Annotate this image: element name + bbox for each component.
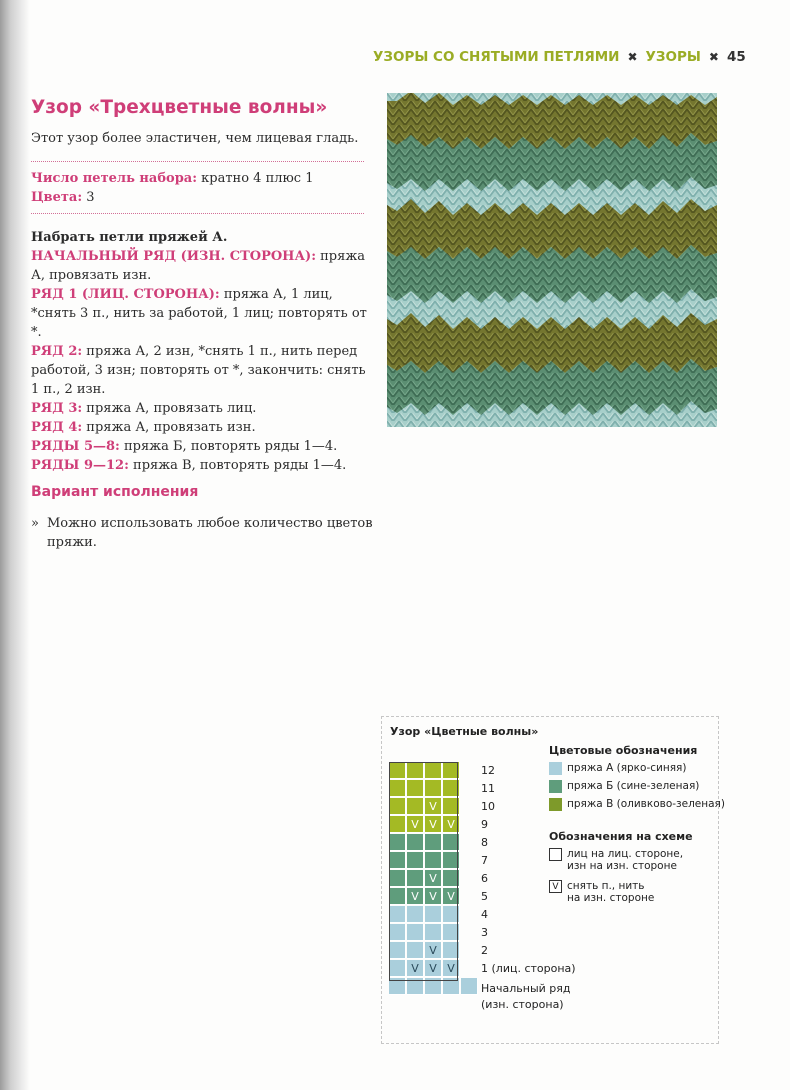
symbol-description: лиц на лиц. стороне, изн на изн. стороне bbox=[567, 848, 684, 872]
slip-stitch-icon: V bbox=[429, 799, 437, 813]
variant-bullet-item bbox=[31, 514, 376, 552]
chart-cell bbox=[425, 870, 442, 887]
chart-cell bbox=[425, 834, 442, 851]
chart-cell bbox=[389, 816, 406, 833]
row-text: пряжа Б, повторять ряды 1—4. bbox=[119, 439, 338, 454]
chart-legend-box bbox=[381, 716, 725, 1044]
chart-cell bbox=[389, 798, 406, 815]
chart-title: Узор «Цветные волны» bbox=[390, 725, 539, 738]
color-swatch bbox=[549, 762, 562, 775]
slip-stitch-icon: V bbox=[447, 889, 455, 903]
chart-cell bbox=[425, 906, 442, 923]
row-number: 1 (лиц. сторона) bbox=[481, 962, 576, 975]
chart-cell bbox=[443, 888, 460, 905]
header-section: УЗОРЫ СО СНЯТЫМИ ПЕТЛЯМИ bbox=[373, 49, 620, 65]
slip-stitch-icon: V bbox=[447, 961, 455, 975]
chart-cell bbox=[443, 960, 460, 977]
row-label: РЯД 1 (ЛИЦ. СТОРОНА): bbox=[31, 287, 220, 302]
cast-on: Набрать петли пряжей А. bbox=[31, 230, 228, 245]
color-legend-item bbox=[549, 762, 686, 775]
colors-label: Цвета: bbox=[31, 190, 83, 205]
row-instruction bbox=[31, 285, 371, 342]
pattern-title: Узор «Трехцветные волны» bbox=[31, 97, 328, 118]
chart-cell bbox=[443, 816, 460, 833]
chart-cell bbox=[389, 924, 406, 941]
row-number: 10 bbox=[481, 800, 495, 813]
slip-stitch-icon: V bbox=[429, 871, 437, 885]
chart-cell bbox=[407, 834, 424, 851]
row-label: РЯД 3: bbox=[31, 401, 83, 416]
chart-cell bbox=[443, 870, 460, 887]
row-number: 6 bbox=[481, 872, 488, 885]
row-number: 8 bbox=[481, 836, 488, 849]
chart-cell bbox=[425, 852, 442, 869]
row-number: 5 bbox=[481, 890, 488, 903]
stitches-label: Число петель набора: bbox=[31, 171, 198, 186]
slip-stitch-icon: V bbox=[411, 889, 419, 903]
slip-stitch-icon: V bbox=[429, 943, 437, 957]
chart-cell bbox=[389, 780, 406, 797]
chart-cell bbox=[407, 816, 424, 833]
chart-cell bbox=[389, 942, 406, 959]
chart-cell bbox=[425, 978, 442, 995]
variant-title: Вариант исполнения bbox=[31, 484, 199, 500]
dotted-divider bbox=[31, 213, 364, 214]
row-label: РЯД 2: bbox=[31, 344, 83, 359]
row-label: РЯДЫ 9—12: bbox=[31, 458, 129, 473]
chart-cell bbox=[407, 924, 424, 941]
chart-cell bbox=[425, 960, 442, 977]
colors-value: 3 bbox=[82, 190, 95, 205]
row-instruction bbox=[31, 247, 371, 285]
chart-cell bbox=[443, 942, 460, 959]
color-legend-label: пряжа Б (сине-зеленая) bbox=[567, 780, 700, 792]
chart-cell bbox=[389, 762, 406, 779]
row-instruction bbox=[31, 456, 371, 475]
chart-cell bbox=[407, 906, 424, 923]
empty-square-icon bbox=[549, 848, 562, 861]
slip-stitch-icon: V bbox=[447, 817, 455, 831]
chart-cell bbox=[443, 852, 460, 869]
chart-cell bbox=[389, 834, 406, 851]
row-text: пряжа А, провязать лиц. bbox=[82, 401, 257, 416]
color-legend-label: пряжа А (ярко-синяя) bbox=[567, 762, 687, 774]
chart-cell bbox=[389, 960, 406, 977]
chart-cell bbox=[425, 942, 442, 959]
chart-cell bbox=[425, 798, 442, 815]
row-label: НАЧАЛЬНЫЙ РЯД (ИЗН. СТОРОНА): bbox=[31, 249, 316, 264]
knitted-swatch-photo bbox=[387, 93, 717, 427]
symbol-description: снять п., нить на изн. стороне bbox=[567, 880, 655, 904]
row-text: пряжа А, провязать изн. bbox=[31, 249, 366, 283]
color-legend-label: пряжа В (оливково-зеленая) bbox=[567, 798, 725, 810]
chart-cell bbox=[443, 834, 460, 851]
symbols-legend-title: Обозначения на схеме bbox=[549, 830, 693, 843]
chart-cell bbox=[443, 906, 460, 923]
stitches-spec bbox=[31, 171, 314, 186]
color-legend-item bbox=[549, 798, 725, 811]
slip-stitch-icon: V bbox=[411, 817, 419, 831]
row-instruction bbox=[31, 399, 371, 418]
chart-cell bbox=[407, 870, 424, 887]
chart-cell bbox=[407, 852, 424, 869]
header-chapter: УЗОРЫ bbox=[645, 49, 701, 65]
chart-cell bbox=[389, 888, 406, 905]
slip-stitch-icon: V bbox=[549, 880, 562, 893]
chart-cell bbox=[407, 960, 424, 977]
symbol-legend-item bbox=[549, 848, 683, 872]
dotted-divider bbox=[31, 161, 364, 162]
row-number: Начальный ряд bbox=[481, 982, 571, 995]
row-label: РЯД 4: bbox=[31, 420, 83, 435]
row-label: РЯДЫ 5—8: bbox=[31, 439, 120, 454]
page-number: 45 bbox=[726, 49, 746, 65]
slip-stitch-icon: V bbox=[429, 889, 437, 903]
running-header bbox=[373, 49, 746, 65]
chart-cell bbox=[425, 816, 442, 833]
chart-cell bbox=[389, 852, 406, 869]
instructions bbox=[31, 228, 371, 475]
chart-cell bbox=[389, 870, 406, 887]
chart-cell bbox=[389, 978, 406, 995]
row-instruction bbox=[31, 418, 371, 437]
row-number: 11 bbox=[481, 782, 495, 795]
chart-cell bbox=[443, 762, 460, 779]
chart-cell bbox=[443, 780, 460, 797]
row-number: (изн. сторона) bbox=[481, 998, 564, 1011]
row-text: пряжа А, 2 изн, *снять 1 п., нить перед работой, 3 изн; повторять от *, закончить: снять 1 п., 2 изн. bbox=[31, 344, 366, 397]
symbol-legend-item bbox=[549, 880, 654, 904]
color-swatch bbox=[549, 798, 562, 811]
chart-cell bbox=[407, 888, 424, 905]
chart-cell bbox=[407, 978, 424, 995]
row-number: 4 bbox=[481, 908, 488, 921]
row-number: 12 bbox=[481, 764, 495, 777]
variant-text: Можно использовать любое количество цветов пряжи. bbox=[47, 516, 373, 550]
row-number: 7 bbox=[481, 854, 488, 867]
chart-cell bbox=[425, 780, 442, 797]
bullet-icon: » bbox=[31, 516, 39, 531]
chart-cell bbox=[443, 978, 460, 995]
slip-stitch-icon: V bbox=[411, 961, 419, 975]
chart-cell bbox=[407, 780, 424, 797]
chart-cell bbox=[425, 888, 442, 905]
chart-cell bbox=[425, 924, 442, 941]
row-text: пряжа А, 1 лиц, *снять 3 п., нить за работой, 1 лиц; повторять от *. bbox=[31, 287, 367, 340]
chart-cell bbox=[443, 798, 460, 815]
color-legend-title: Цветовые обозначения bbox=[549, 744, 698, 757]
slip-stitch-icon: V bbox=[429, 817, 437, 831]
chart-cell bbox=[425, 762, 442, 779]
header-separator-icon: ✖ bbox=[708, 50, 719, 64]
color-swatch bbox=[549, 780, 562, 793]
chart-cell bbox=[389, 906, 406, 923]
stitches-value: кратно 4 плюс 1 bbox=[197, 171, 314, 186]
colors-spec bbox=[31, 190, 95, 205]
chart-cell bbox=[461, 978, 478, 995]
chart-cell bbox=[443, 924, 460, 941]
chart-cell bbox=[407, 762, 424, 779]
row-number: 2 bbox=[481, 944, 488, 957]
row-instruction bbox=[31, 437, 371, 456]
header-separator-icon: ✖ bbox=[627, 50, 638, 64]
color-legend-item bbox=[549, 780, 699, 793]
chart-cell bbox=[407, 798, 424, 815]
chart-cell bbox=[407, 942, 424, 959]
slip-stitch-icon: V bbox=[429, 961, 437, 975]
row-text: пряжа В, повторять ряды 1—4. bbox=[128, 458, 347, 473]
row-instruction bbox=[31, 342, 371, 399]
row-number: 3 bbox=[481, 926, 488, 939]
knit-swatch-image bbox=[387, 93, 717, 427]
row-text: пряжа А, провязать изн. bbox=[82, 420, 256, 435]
page-gutter-shadow bbox=[0, 0, 30, 1090]
pattern-intro: Этот узор более эластичен, чем лицевая гладь. bbox=[31, 131, 359, 146]
row-number: 9 bbox=[481, 818, 488, 831]
